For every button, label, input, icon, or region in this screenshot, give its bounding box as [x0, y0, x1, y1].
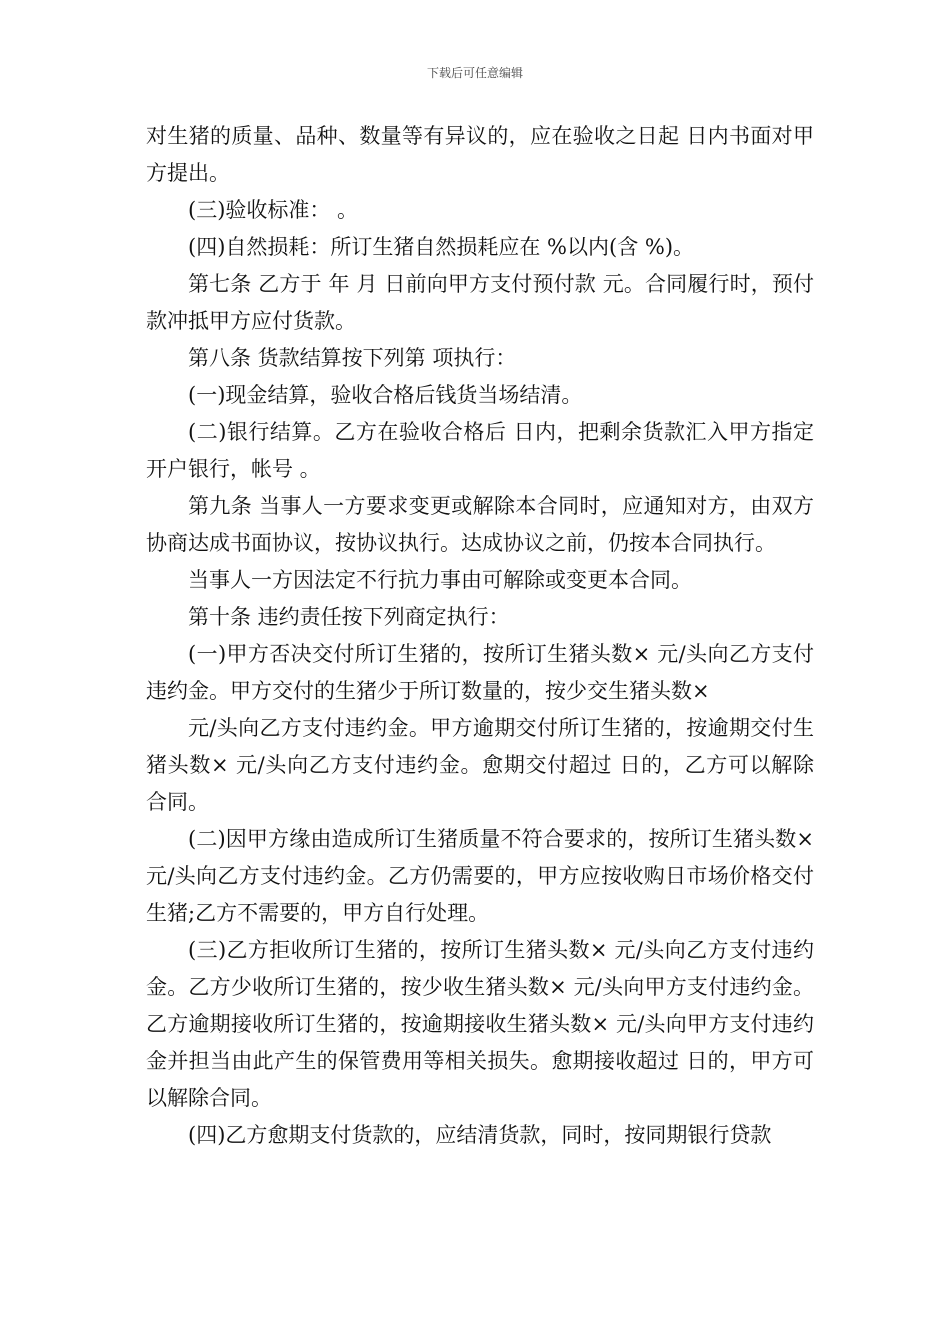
- paragraph-11: (一)甲方否决交付所订生猪的，按所订生猪头数× 元/头向乙方支付违约金。甲方交付的生猪少于所订数量的，按少交生猪头数×: [146, 642, 814, 703]
- paragraph-7: (二)银行结算。乙方在验收合格后 日内，把剩余货款汇入甲方指定开户银行，帐号 。: [146, 420, 814, 481]
- paragraph-1: 对生猪的质量、品种、数量等有异议的，应在验收之日起 日内书面对甲方提出。: [146, 124, 814, 185]
- paragraph-13: (二)因甲方缘由造成所订生猪质量不符合要求的，按所订生猪头数× 元/头向乙方支付违约金。乙方仍需要的，甲方应按收购日市场价格交付生猪;乙方不需要的，甲方自行处理。: [146, 827, 814, 925]
- paragraph-9: 当事人一方因法定不行抗力事由可解除或变更本合同。: [188, 568, 692, 592]
- paragraph-6: (一)现金结算，验收合格后钱货当场结清。: [188, 383, 583, 407]
- paragraph-10: 第十条 违约责任按下列商定执行：: [188, 605, 510, 629]
- document-body: [146, 118, 814, 1154]
- paragraph-3: (四)自然损耗：所订生猪自然损耗应在 %以内(含 %)。: [188, 235, 695, 259]
- paragraph-15: (四)乙方愈期支付货款的，应结清货款，同时，按同期银行贷款: [188, 1123, 772, 1147]
- paragraph-2: (三)验收标准： 。: [188, 198, 359, 222]
- page-header: 下载后可任意编辑: [426, 66, 523, 80]
- paragraph-14: (三)乙方拒收所订生猪的，按所订生猪头数× 元/头向乙方支付违约金。乙方少收所订生猪的，按少收生猪头数× 元/头向甲方支付违约金。乙方逾期接收所订生猪的，按逾期接收生猪头数× 元/头向甲方支付违约金并担当由此产生的保管费用等相关损失。愈期接收超过 日的，甲方可以解除合同。: [146, 938, 814, 1110]
- paragraph-8: 第九条 当事人一方要求变更或解除本合同时，应通知对方，由双方协商达成书面协议，按协议执行。达成协议之前，仍按本合同执行。: [146, 494, 814, 555]
- paragraph-5: 第八条 货款结算按下列第 项执行：: [188, 346, 517, 370]
- paragraph-4: 第七条 乙方于 年 月 日前向甲方支付预付款 元。合同履行时，预付款冲抵甲方应付货款。: [146, 272, 814, 333]
- paragraph-12: 元/头向乙方支付违约金。甲方逾期交付所订生猪的，按逾期交付生猪头数× 元/头向乙方支付违约金。愈期交付超过 日的，乙方可以解除合同。: [146, 716, 814, 814]
